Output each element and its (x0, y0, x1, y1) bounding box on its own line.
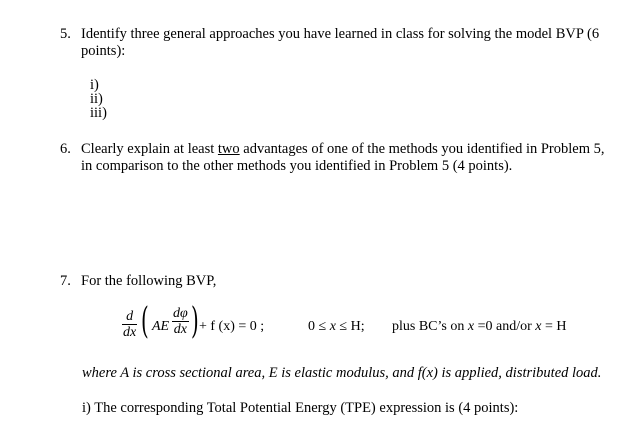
variable-definitions: where A is cross sectional area, E is elastic modulus, and f(x) is applied, distributed load. (82, 365, 602, 381)
ae-term: AE (152, 319, 170, 334)
question-5-answer-list (90, 78, 107, 120)
right-paren: ) (191, 301, 199, 342)
answer-item-ii: ii) (90, 91, 103, 107)
question-5-text-line2: points): (81, 43, 126, 59)
question-5-text-line1: Identify three general approaches you have learned in class for solving the model BVP (6 (81, 26, 600, 42)
domain-condition: 0 ≤ x ≤ H; (308, 319, 365, 334)
question-5 (60, 26, 620, 60)
question-6-text-line1: Clearly explain at least two advantages of one of the methods you identified in Problem 5, (81, 141, 605, 157)
bvp-equation (122, 301, 592, 347)
outer-derivative: $\frac{d}{dx}$ (123, 309, 137, 340)
question-6 (60, 141, 620, 175)
answer-item-i: i) (90, 77, 99, 93)
question-6-text-line2: in comparison to the other methods you identified in Problem 5 (4 points). (81, 158, 513, 174)
question-7 (60, 273, 620, 290)
left-paren: ( (141, 301, 149, 342)
question-6-number: 6. (60, 141, 71, 157)
inner-derivative: $\frac{d\varphi}{dx}$ (173, 306, 188, 337)
load-term: + f (x) = 0 ; (199, 319, 265, 334)
question-7-number: 7. (60, 273, 71, 289)
question-7-intro: For the following BVP, (81, 273, 217, 289)
boundary-conditions: plus BC’s on x =0 and/or x = H (392, 319, 567, 334)
question-7-part-i: i) The corresponding Total Potential Energy (TPE) expression is (4 points): (82, 400, 519, 416)
answer-item-iii: iii) (90, 105, 107, 121)
question-5-number: 5. (60, 26, 71, 42)
underlined-word: two (217, 141, 240, 157)
